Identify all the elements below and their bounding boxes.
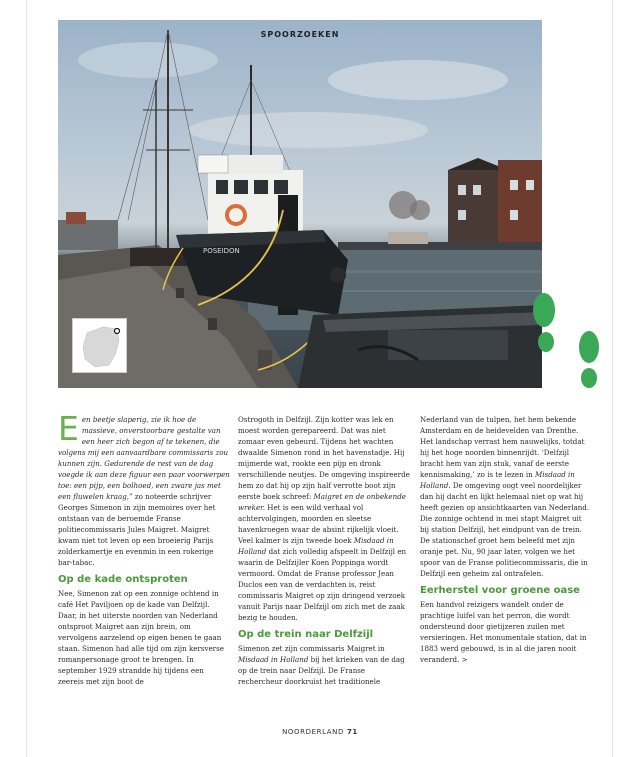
paragraph-nederland xyxy=(420,414,592,513)
text-span: Het is een wild verhaal vol achtervolgingen, moorden en sleetse havenkroegen waar de absint rijkelijk vloeit. Veel kalmer is zijn tweede boek xyxy=(238,503,399,545)
text-span: Ostrogoth in Delfzijl. Zijn kotter was lek en moest worden gerepareerd. Dat was niet zomaar even gebeurd. Tijdens het wachten dwaalde Simenon rond in het havenstadje. Hij mijmerde wat, rookte een pijp en dronk verschillende neutjes. De omgeving inspireerde hem zo dat hij op zijn half verrotte boot zijn eerste boek schreef: xyxy=(238,415,410,501)
harbor-photo xyxy=(58,20,542,388)
paragraph-ostrogoth xyxy=(238,414,410,623)
book-title: Misdaad in Holland xyxy=(238,655,309,664)
page-edge-left xyxy=(26,0,27,757)
text-span: bij het krieken van de dag op de trein naar Delfzijl. De Franse rechercheur doorkruist het traditionele xyxy=(238,655,405,686)
intro-quote: en beetje slaperig, zie ik hoe de massieve, onverstoorbare gestalte van een heer zich begon af te tekenen, die volgens mij een aanvaardbare commissaris zou kunnen zijn. Gedurende de rest van de dag voegde ik aan deze figuur een paar voorwerpen toe: een pijp, een bolhoed, een zware jas met een fluwelen kraag, xyxy=(58,415,230,501)
text-span: dat zich volledig afspeelt in Delfzijl en waarin de Delfzijler Koen Poppinga wordt vermoord. Omdat de Franse professor Jean Duclos een van de verdachten is, reist commissaris Maigret op zijn dringend verzoek vanuit Parijs naar Delfzijl om zich met de zaak bezig te houden. xyxy=(238,547,407,622)
boat-name-label: POSEIDON xyxy=(203,247,240,255)
netherlands-map-icon xyxy=(73,319,126,372)
heading-op-de-kade: Op de kade ontsproten xyxy=(58,574,188,585)
page-footer xyxy=(0,728,640,736)
page-edge-right xyxy=(612,0,613,757)
footprint-icon-left xyxy=(530,292,560,354)
paragraph-kade: Nee, Simenon zat op een zonnige ochtend in café Het Paviljoen op de kade van Delfzijl. Daar, in het uiterste noorden van Nederland ontsproot Maigret aan zijn brein, om vervolgens aarzelend op eigen benen te gaan staan. Simenon had alle tijd om zijn kersverse romanpersonage groot te brengen. In september 1929 strandde hij tijdens een zeereis met zijn boot de xyxy=(58,589,224,686)
heading-op-de-trein: Op de trein naar Delfzijl xyxy=(238,629,374,640)
text-span: De omgeving oogt veel noordelijker dan hij dacht en lijkt helemaal niet op wat hij heeft gezien op ansichtkaarten van Nederland. xyxy=(420,481,590,512)
paragraph-station: Die zonnige ochtend in mei stapt Maigret uit bij station Delfzijl, het eindpunt van de trein. De stationschef groet hem beleefd met zijn oranje pet. Nu, 90 jaar later, volgen we het spoor van de Franse politiecommissaris, die in Delfzijl een geheim zal ontrafelen. xyxy=(420,514,588,578)
book-title: Misdaad in Holland. xyxy=(420,470,575,490)
text-column-2 xyxy=(238,414,410,687)
paragraph-luifel: Een handvol reizigers wandelt onder de prachtige luifel van het perron, die wordt ondersteund door gietijzeren zuilen met versieringen. Het monumentale station, dat in 1883 werd gebouwd, is in al die jaren nooit veranderd. > xyxy=(420,600,587,664)
text-span: Simenon zet zijn commissaris Maigret in xyxy=(238,644,385,653)
heading-eerherstel: Eerherstel voor groene oase xyxy=(420,585,580,596)
location-map-inset xyxy=(72,318,127,373)
page-number: 71 xyxy=(346,728,358,736)
text-span: Nederland van de tulpen, het hem bekende Amsterdam en de heidevelden van Drenthe. Het landschap verrast hem nauwelijks, totdat hij het hoge noorden binnenrijdt. ‘Delfzijl bracht hem van zijn stuk, vanaf de eerste kennismaking,’ zo is te lezen in xyxy=(420,415,585,479)
text-column-1 xyxy=(58,409,230,687)
section-tag: SPOORZOEKEN xyxy=(260,30,340,39)
text-column-3 xyxy=(420,414,592,665)
intro-tail: ” zo noteerde schrijver Georges Simenon in zijn memoires over het ontstaan van de beroemde Franse politiecommissaris Jules Maigret. Maigret kwam niet tot leven op een broeierig Parijs zolderkamertje en evenmin in een rokerige bar-tabac. xyxy=(58,492,216,567)
book-title: Misdaad in Holland xyxy=(238,536,394,556)
book-title: Maigret en de onbekende wreker. xyxy=(238,492,406,512)
harbor-photo-illustration xyxy=(58,20,542,388)
magazine-name: NOORDERLAND xyxy=(282,728,344,736)
intro-paragraph xyxy=(58,409,230,568)
paragraph-trein xyxy=(238,643,410,687)
drop-cap: E xyxy=(58,409,79,448)
footprint-icon-right xyxy=(574,330,604,390)
